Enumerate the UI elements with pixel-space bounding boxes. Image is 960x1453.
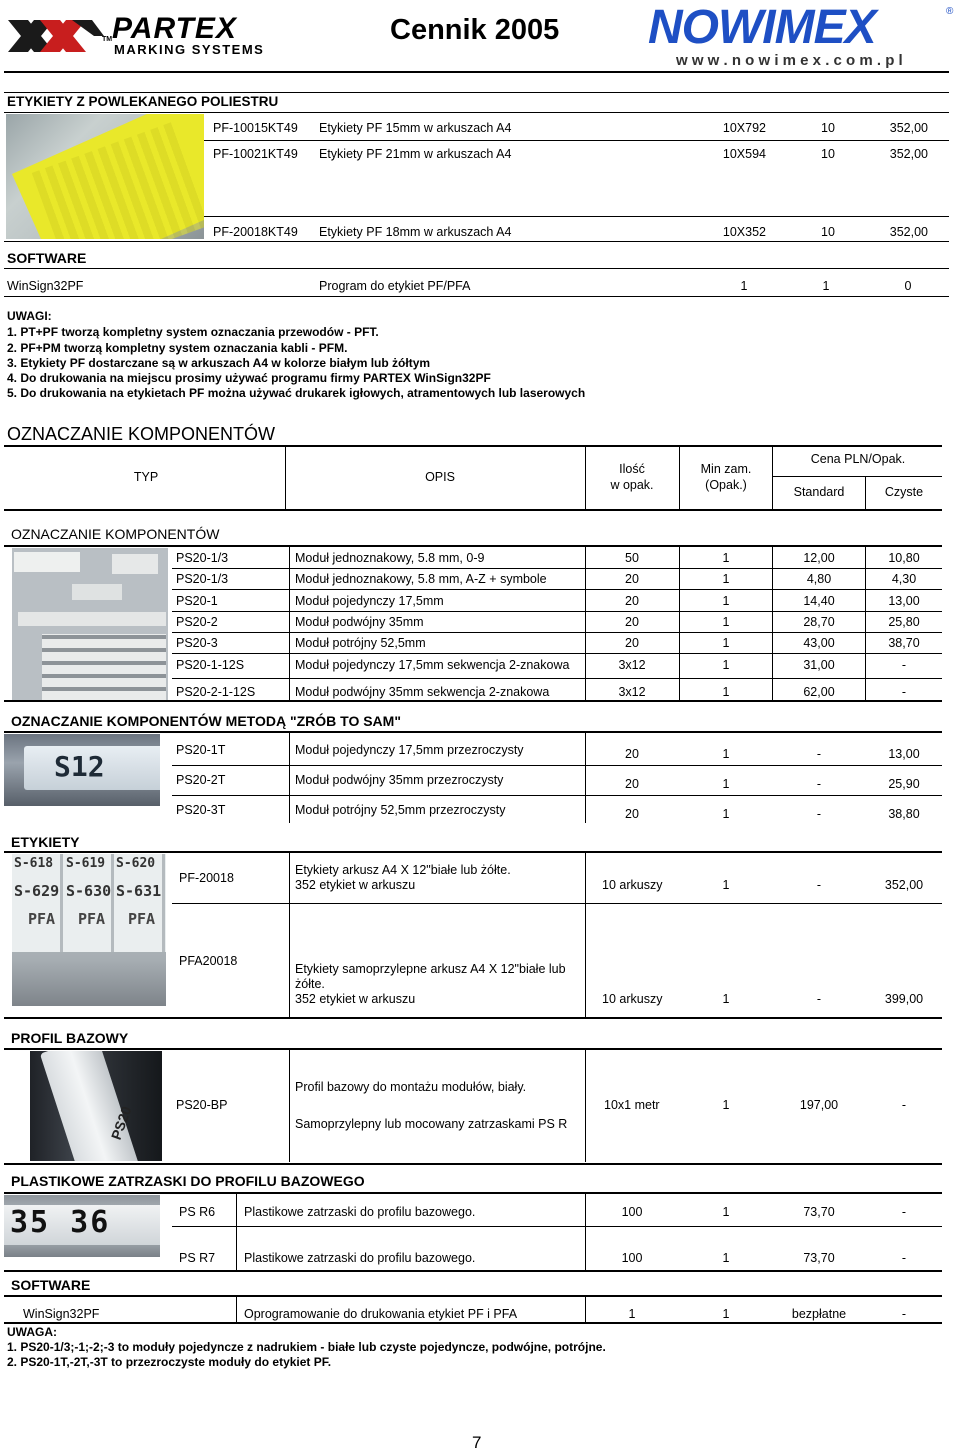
profil-min: 1 (722, 1098, 730, 1112)
col-header-cena: Cena PLN/Opak. (810, 452, 906, 466)
komp-czyste-4: 25,80 (888, 615, 920, 629)
divider (172, 903, 942, 904)
note2-line: 2. PS20-1T,-2T,-3T to przezroczyste moduły do etykiet PF. (7, 1355, 332, 1369)
photo-label: S-630 (66, 882, 112, 900)
profile-photo (30, 1051, 162, 1161)
poliester-qty-2: 10 (821, 147, 835, 161)
komp-czyste-5: 38,70 (888, 636, 920, 650)
col-separator (289, 733, 290, 823)
etyk-opis-1a: Etykiety arkusz A4 X 12"białe lub żółte. (295, 863, 511, 877)
komp-opis-4: Moduł podwójny 35mm (295, 615, 424, 629)
section-heading-poliester: ETYKIETY Z POWLEKANEGO POLIESTRU (7, 94, 279, 109)
etyk-czyste-2: 399,00 (884, 992, 924, 1006)
notes2-heading: UWAGA: (7, 1325, 57, 1339)
komp-min-6: 1 (722, 658, 730, 672)
divider (4, 1048, 942, 1050)
sw2-opis: Oprogramowanie do drukowania etykiet PF i PFA (244, 1307, 518, 1321)
komp-opis-2: Moduł jednoznakowy, 5.8 mm, A-Z + symbole (295, 572, 547, 586)
profile-label: PS20 (107, 1104, 135, 1142)
section-heading-zrob: OZNACZANIE KOMPONENTÓW METODĄ "ZRÓB TO SAM" (11, 713, 401, 729)
col-separator (585, 733, 586, 823)
divider (4, 700, 942, 702)
zatrz-typ-2: PS R7 (179, 1251, 216, 1265)
page-title: Cennik 2005 (390, 14, 560, 46)
komp-std-6: 31,00 (803, 658, 835, 672)
divider (204, 140, 949, 141)
komp-min-1: 1 (722, 551, 730, 565)
note-line: 3. Etykiety PF dostarczane są w arkuszach A4 w kolorze białym lub żółtym (7, 356, 431, 370)
notes-heading: UWAGI: (7, 309, 52, 323)
poliester-price-1: 352,00 (889, 121, 928, 135)
komp-opis-5: Moduł potrójny 52,5mm (295, 636, 426, 650)
poliester-price-3: 352,00 (889, 225, 928, 239)
main-section-title: OZNACZANIE KOMPONENTÓW (7, 424, 276, 444)
komp-ilosc-4: 20 (625, 615, 639, 629)
divider (172, 765, 942, 766)
col-separator (236, 1193, 237, 1271)
etyk-ilosc-1: 10 arkuszy (602, 878, 663, 892)
col-separator (679, 446, 680, 509)
poliester-size-1: 10X792 (722, 121, 766, 135)
divider (4, 296, 949, 297)
poliester-code-2: PF-10021KT49 (213, 147, 298, 161)
zatrz-min-1: 1 (722, 1205, 730, 1219)
komp-opis-6: Moduł pojedynczy 17,5mm sekwencja 2-znakowa (295, 658, 570, 672)
zatrz-czyste-2: - (901, 1251, 907, 1265)
komp-std-3: 14,40 (803, 594, 835, 608)
labels-photo (12, 854, 166, 1006)
komp-typ-4: PS20-2 (176, 615, 218, 629)
divider (4, 509, 942, 511)
software-b: 1 (822, 279, 830, 293)
photo-label: S-618 (14, 856, 54, 871)
zrob-std-2: - (816, 777, 822, 791)
komp-std-2: 4,80 (806, 572, 832, 586)
divider (4, 92, 949, 93)
col-separator (289, 852, 290, 1018)
col-separator (585, 852, 586, 1018)
zrob-ilosc-2: 20 (625, 777, 639, 791)
komp-czyste-2: 4,30 (891, 572, 917, 586)
etyk-czyste-1: 352,00 (884, 878, 924, 892)
zatrz-opis-1: Plastikowe zatrzaski do profilu bazowego. (244, 1205, 476, 1219)
zatrz-ilosc-1: 100 (621, 1205, 643, 1219)
divider (4, 851, 942, 853)
divider (172, 632, 942, 633)
photo-label: S-619 (66, 856, 106, 871)
komp-ilosc-3: 20 (625, 594, 639, 608)
zrob-opis-1: Moduł pojedynczy 17,5mm przezroczysty (295, 743, 524, 757)
komp-czyste-6: - (901, 658, 907, 672)
zatrz-std-1: 73,70 (803, 1205, 835, 1219)
komp-min-4: 1 (722, 615, 730, 629)
komp-std-7: 62,00 (803, 685, 835, 699)
poliester-qty-3: 10 (821, 225, 835, 239)
zrob-opis-3: Moduł potrójny 52,5mm przezroczysty (295, 803, 506, 817)
poliester-code-1: PF-10015KT49 (213, 121, 298, 135)
zrob-std-3: - (816, 807, 822, 821)
profil-typ: PS20-BP (176, 1098, 228, 1112)
divider (4, 241, 949, 242)
etyk-opis-2b: żółte. (295, 977, 325, 991)
photo-label: S-620 (116, 856, 156, 871)
divider (4, 1192, 942, 1194)
komp-ilosc-7: 3x12 (618, 685, 646, 699)
etyk-typ-1: PF-20018 (179, 871, 234, 885)
etyk-opis-2a: Etykiety samoprzylepne arkusz A4 X 12"białe lub (295, 962, 566, 976)
komp-typ-1: PS20-1/3 (176, 551, 229, 565)
photo-label: S-631 (116, 882, 162, 900)
komp-min-5: 1 (722, 636, 730, 650)
komp-std-4: 28,70 (803, 615, 835, 629)
partex-logo (6, 14, 291, 58)
etyk-std-1: - (816, 878, 822, 892)
col-header-typ: TYP (133, 470, 159, 484)
col-separator (289, 1049, 290, 1162)
komp-min-7: 1 (722, 685, 730, 699)
poliester-size-2: 10X594 (722, 147, 766, 161)
komp-ilosc-5: 20 (625, 636, 639, 650)
komp-std-5: 43,00 (803, 636, 835, 650)
zrob-opis-2: Moduł podwójny 35mm przezroczysty (295, 773, 504, 787)
zrob-typ-3: PS20-3T (176, 803, 226, 817)
partex-tm: TM (102, 36, 113, 43)
profil-opis-1: Profil bazowy do montażu modułów, biały. (295, 1080, 527, 1094)
col-separator (772, 446, 773, 509)
col-header-ilosc-2: w opak. (610, 478, 654, 492)
zrob-std-1: - (816, 747, 822, 761)
komp-min-3: 1 (722, 594, 730, 608)
yellow-labels-photo (6, 114, 204, 239)
etyk-ilosc-2: 10 arkuszy (602, 992, 663, 1006)
divider (204, 112, 949, 113)
zrob-typ-2: PS20-2T (176, 773, 226, 787)
col-header-ilosc: Ilość (619, 462, 645, 476)
etyk-typ-2: PFA20018 (179, 954, 238, 968)
etyk-min-2: 1 (722, 992, 730, 1006)
divider (4, 1017, 942, 1019)
sw2-typ: WinSign32PF (23, 1307, 100, 1321)
photo-label: PFA (78, 910, 106, 928)
etyk-opis-1b: 352 etykiet w arkuszu (295, 878, 416, 892)
komp-std-1: 12,00 (803, 551, 835, 565)
col-header-opis: OPIS (425, 470, 455, 484)
komp-typ-5: PS20-3 (176, 636, 218, 650)
zrob-czyste-1: 13,00 (888, 747, 920, 761)
software-code: WinSign32PF (7, 279, 84, 293)
col-separator (585, 446, 586, 509)
divider (4, 1163, 942, 1165)
partex-subtitle: MARKING SYSTEMS (114, 42, 265, 57)
komp-czyste-7: - (901, 685, 907, 699)
divider (172, 795, 942, 796)
poliester-desc-1: Etykiety PF 15mm w arkuszach A4 (319, 121, 512, 135)
poliester-size-3: 10X352 (722, 225, 766, 239)
col-separator (236, 1296, 237, 1322)
software-a: 1 (740, 279, 748, 293)
divider (172, 678, 942, 679)
poliester-qty-1: 10 (821, 121, 835, 135)
col-separator (865, 476, 866, 509)
etyk-min-1: 1 (722, 878, 730, 892)
zrob-czyste-3: 38,80 (888, 807, 920, 821)
komp-opis-3: Moduł pojedynczy 17,5mm (295, 594, 444, 608)
zrob-typ-1: PS20-1T (176, 743, 226, 757)
divider (172, 568, 942, 569)
col-header-standard: Standard (793, 485, 845, 499)
komp-typ-6: PS20-1-12S (176, 658, 245, 672)
note-line: 1. PT+PF tworzą kompletny system oznaczania przewodów - PFT. (7, 325, 379, 339)
modules-photo (12, 548, 168, 700)
module-label: S12 (54, 750, 105, 783)
zrob-czyste-2: 25,90 (888, 777, 920, 791)
divider (172, 611, 942, 612)
poliester-desc-2: Etykiety PF 21mm w arkuszach A4 (319, 147, 512, 161)
zrob-min-1: 1 (722, 747, 730, 761)
zrob-ilosc-1: 20 (625, 747, 639, 761)
photo-label: S-629 (14, 882, 60, 900)
komp-ilosc-6: 3x12 (618, 658, 646, 672)
zatrz-std-2: 73,70 (803, 1251, 835, 1265)
profil-opis-2: Samoprzylepny lub mocowany zatrzaskami PS R (295, 1117, 568, 1131)
etyk-opis-2c: 352 etykiet w arkuszu (295, 992, 416, 1006)
divider (4, 445, 942, 447)
divider (204, 216, 949, 217)
komp-typ-3: PS20-1 (176, 594, 218, 608)
komp-typ-2: PS20-1/3 (176, 572, 229, 586)
komp-opis-1: Moduł jednoznakowy, 5.8 mm, 0-9 (295, 551, 485, 565)
divider (172, 1226, 942, 1227)
zatrz-ilosc-2: 100 (621, 1251, 643, 1265)
clips-photo (4, 1195, 160, 1257)
col-header-min: Min zam. (700, 462, 752, 476)
divider (772, 476, 942, 477)
profil-std: 197,00 (799, 1098, 839, 1112)
divider (4, 731, 942, 733)
note-line: 4. Do drukowania na miejscu prosimy używać programu firmy PARTEX WinSign32PF (7, 371, 491, 385)
software-desc: Program do etykiet PF/PFA (319, 279, 471, 293)
col-separator (285, 446, 286, 509)
col-separator (585, 1296, 586, 1322)
divider (172, 653, 942, 654)
nowimex-logo: NOWIMEX (648, 1, 876, 54)
nowimex-registered-icon: ® (946, 6, 954, 17)
partex-wordmark: PARTEX (112, 12, 237, 45)
clips-label: 35 36 (10, 1205, 111, 1240)
header-divider (4, 71, 949, 73)
komp-czyste-3: 13,00 (888, 594, 920, 608)
komp-opis-7: Moduł podwójny 35mm sekwencja 2-znakowa (295, 685, 550, 699)
col-header-czyste: Czyste (884, 485, 924, 499)
photo-label: PFA (28, 910, 56, 928)
poliester-desc-3: Etykiety PF 18mm w arkuszach A4 (319, 225, 512, 239)
zrob-ilosc-3: 20 (625, 807, 639, 821)
note2-line: 1. PS20-1/3;-1;-2;-3 to moduły pojedyncze z nadrukiem - białe lub czyste pojedyncze, podwójne, potrójne. (7, 1340, 606, 1354)
sw2-std: bezpłatne (791, 1307, 847, 1321)
divider (172, 589, 942, 590)
zatrz-min-2: 1 (722, 1251, 730, 1265)
transparent-module-photo (4, 734, 160, 806)
komp-typ-7: PS20-2-1-12S (176, 685, 256, 699)
komp-czyste-1: 10,80 (888, 551, 920, 565)
profil-ilosc: 10x1 metr (604, 1098, 660, 1112)
divider (4, 1270, 942, 1272)
section-heading-software: SOFTWARE (7, 250, 87, 266)
note-line: 5. Do drukowania na etykietach PF można używać drukarek igłowych, atramentowych lub laserowych (7, 386, 586, 400)
zatrz-czyste-1: - (901, 1205, 907, 1219)
divider (4, 1295, 942, 1297)
etyk-std-2: - (816, 992, 822, 1006)
col-separator (585, 1049, 586, 1162)
note-line: 2. PF+PM tworzą kompletny system oznaczania kabli - PFM. (7, 341, 348, 355)
komp-ilosc-2: 20 (625, 572, 639, 586)
photo-label: PFA (128, 910, 156, 928)
zatrz-typ-1: PS R6 (179, 1205, 216, 1219)
poliester-code-3: PF-20018KT49 (213, 225, 298, 239)
divider (4, 268, 949, 269)
zatrz-opis-2: Plastikowe zatrzaski do profilu bazowego. (244, 1251, 476, 1265)
zrob-min-2: 1 (722, 777, 730, 791)
col-separator (585, 1193, 586, 1271)
nowimex-url[interactable]: w w w . n o w i m e x . c o m . p l (676, 52, 903, 69)
col-header-min-2: (Opak.) (705, 478, 747, 492)
software-c: 0 (904, 279, 912, 293)
page-number: 7 (472, 1433, 482, 1452)
section-heading-zatrzaski: PLASTIKOWE ZATRZASKI DO PROFILU BAZOWEGO (11, 1173, 365, 1189)
zrob-min-3: 1 (722, 807, 730, 821)
section-heading-profil: PROFIL BAZOWY (11, 1030, 129, 1046)
section-heading-software-2: SOFTWARE (11, 1277, 91, 1293)
partex-x-icon (6, 14, 106, 58)
komp-min-2: 1 (722, 572, 730, 586)
divider (4, 1322, 942, 1324)
section-heading-komponenty: OZNACZANIE KOMPONENTÓW (11, 526, 220, 542)
profil-czyste: - (901, 1098, 907, 1112)
sw2-czyste: - (901, 1307, 907, 1321)
poliester-price-2: 352,00 (889, 147, 928, 161)
divider (4, 545, 942, 547)
divider (4, 112, 210, 113)
komp-ilosc-1: 50 (625, 551, 639, 565)
sw2-ilosc: 1 (628, 1307, 636, 1321)
section-heading-etykiety: ETYKIETY (11, 834, 80, 850)
sw2-min: 1 (722, 1307, 730, 1321)
